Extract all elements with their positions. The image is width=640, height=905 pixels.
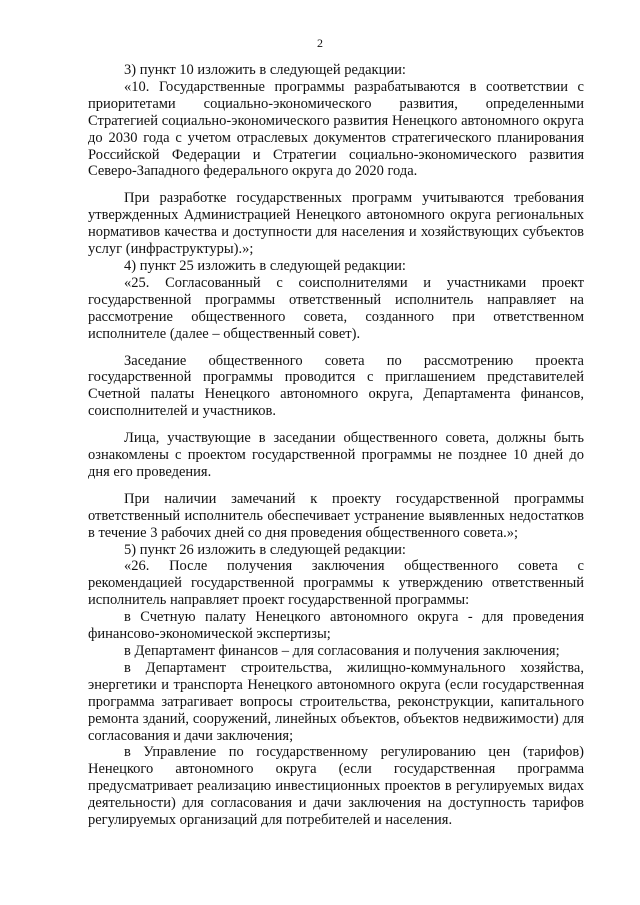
paragraph-council-meeting: Заседание общественного совета по рассмотрению проекта государственной программы проводится с приглашением представителей Счетной палаты Ненецкого автономного округа, Департамента финансов, соисполнителей и участников.	[88, 352, 584, 420]
paragraph-audit-chamber: в Счетную палату Ненецкого автономного округа - для проведения финансово-экономической экспертизы;	[88, 609, 584, 643]
paragraph-point-25: «25. Согласованный с соисполнителями и участниками проект государственной программы ответственный исполнитель направляет на рассмотрение общественного совета, созданного при ответственном исполнителе (далее – общественный совет).	[88, 274, 584, 342]
paragraph-participants: Лица, участвующие в заседании общественного совета, должны быть ознакомлены с проектом государственной программы не позднее 10 дней до дня его проведения.	[88, 430, 584, 480]
paragraph-item-5-heading: 5) пункт 26 изложить в следующей редакции:	[124, 541, 406, 558]
paragraph-item-3-heading: 3) пункт 10 изложить в следующей редакции:	[124, 62, 406, 78]
paragraph-requirements: При разработке государственных программ учитываются требования утвержденных Администрацией Ненецкого автономного округа региональных нормативов качества и доступности для населения и хозяйствующих субъектов услуг (инфраструктуры).»;	[88, 190, 584, 258]
paragraph-point-10: «10. Государственные программы разрабатываются в соответствии с приоритетами социально-экономического развития, определенными Стратегией социально-экономического развития Ненецкого автономного округа до 2030 года с учетом отраслевых документов стратегического планирования Российской Федерации и Стратегии социально-экономического развития Северо-Западного федерального округа до 2020 года.	[88, 78, 584, 180]
paragraph-item-4-heading: 4) пункт 25 изложить в следующей редакции:	[124, 257, 406, 274]
paragraph-finance-department: в Департамент финансов – для согласования и получения заключения;	[124, 643, 560, 659]
document-body	[88, 62, 584, 829]
paragraph-construction-department: в Департамент строительства, жилищно-коммунального хозяйства, энергетики и транспорта Ненецкого автономного округа (если государственная программа затрагивает вопросы строительства, реконструкции, капитального ремонта зданий, сооружений, линейных объектов, объектов недвижимости) для согласования и дачи заключения;	[88, 659, 584, 744]
paragraph-remarks: При наличии замечаний к проекту государственной программы ответственный исполнитель обеспечивает устранение выявленных недостатков в течение 3 рабочих дней со дня проведения общественного совета.»;	[88, 490, 584, 541]
paragraph-tariff-regulation: в Управление по государственному регулированию цен (тарифов) Ненецкого автономного округа (если государственная программа предусматривает реализацию инвестиционных проектов в регулируемых видах деятельности) для согласования и дачи заключения на доступность тарифов регулируемых организаций для потребителей и населения.	[88, 744, 584, 829]
page-number: 2	[317, 36, 323, 50]
paragraph-point-26: «26. После получения заключения общественного совета с рекомендацией государственной программы к утверждению ответственный исполнитель направляет проект государственной программы:	[88, 558, 584, 609]
